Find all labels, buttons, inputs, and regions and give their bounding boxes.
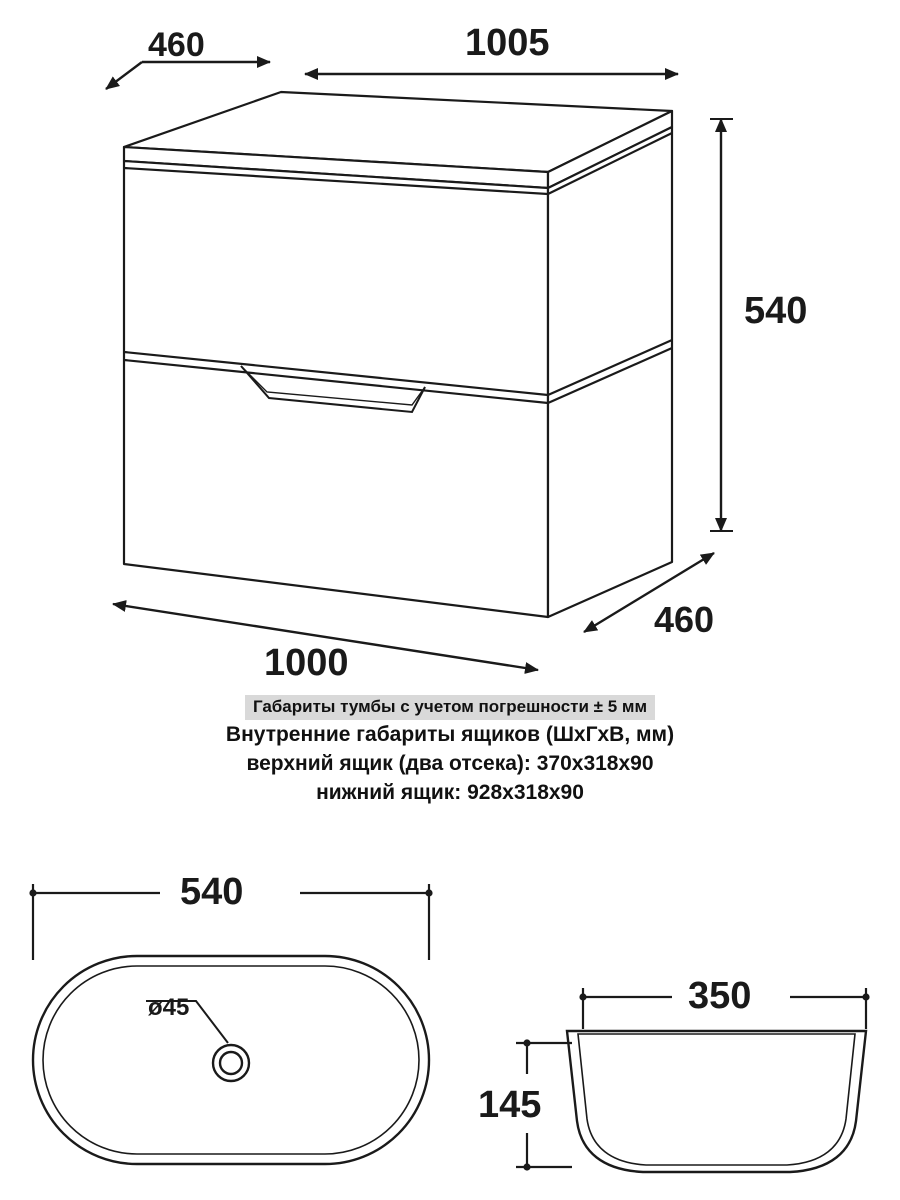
notes-line-2: верхний ящик (два отсека): 370х318х90 [246,752,654,775]
notes-highlight: Габариты тумбы с учетом погрешности ± 5 мм [245,695,655,720]
notes-line-3: нижний ящик: 928х318х90 [316,781,584,804]
label-right-depth-460: 460 [654,599,715,640]
notes-block [0,695,900,807]
basin-side-outline [567,1031,866,1172]
label-drain-diameter: ø45 [148,994,190,1021]
label-height-540: 540 [744,290,808,332]
cabinet-isometric-body [124,92,672,617]
label-basin-side-width-350: 350 [688,975,752,1017]
label-top-depth-460: 460 [148,26,205,64]
label-top-width-1005: 1005 [465,22,550,64]
label-basin-width-540: 540 [180,871,244,913]
notes-line-1: Внутренние габариты ящиков (ШхГхВ, мм) [225,723,675,746]
dim-top-depth-460 [106,62,270,89]
dim-height-540 [710,119,733,531]
basin-top-outline [33,956,429,1164]
label-front-width-1000: 1000 [264,642,349,684]
label-basin-side-height-145: 145 [478,1084,542,1126]
